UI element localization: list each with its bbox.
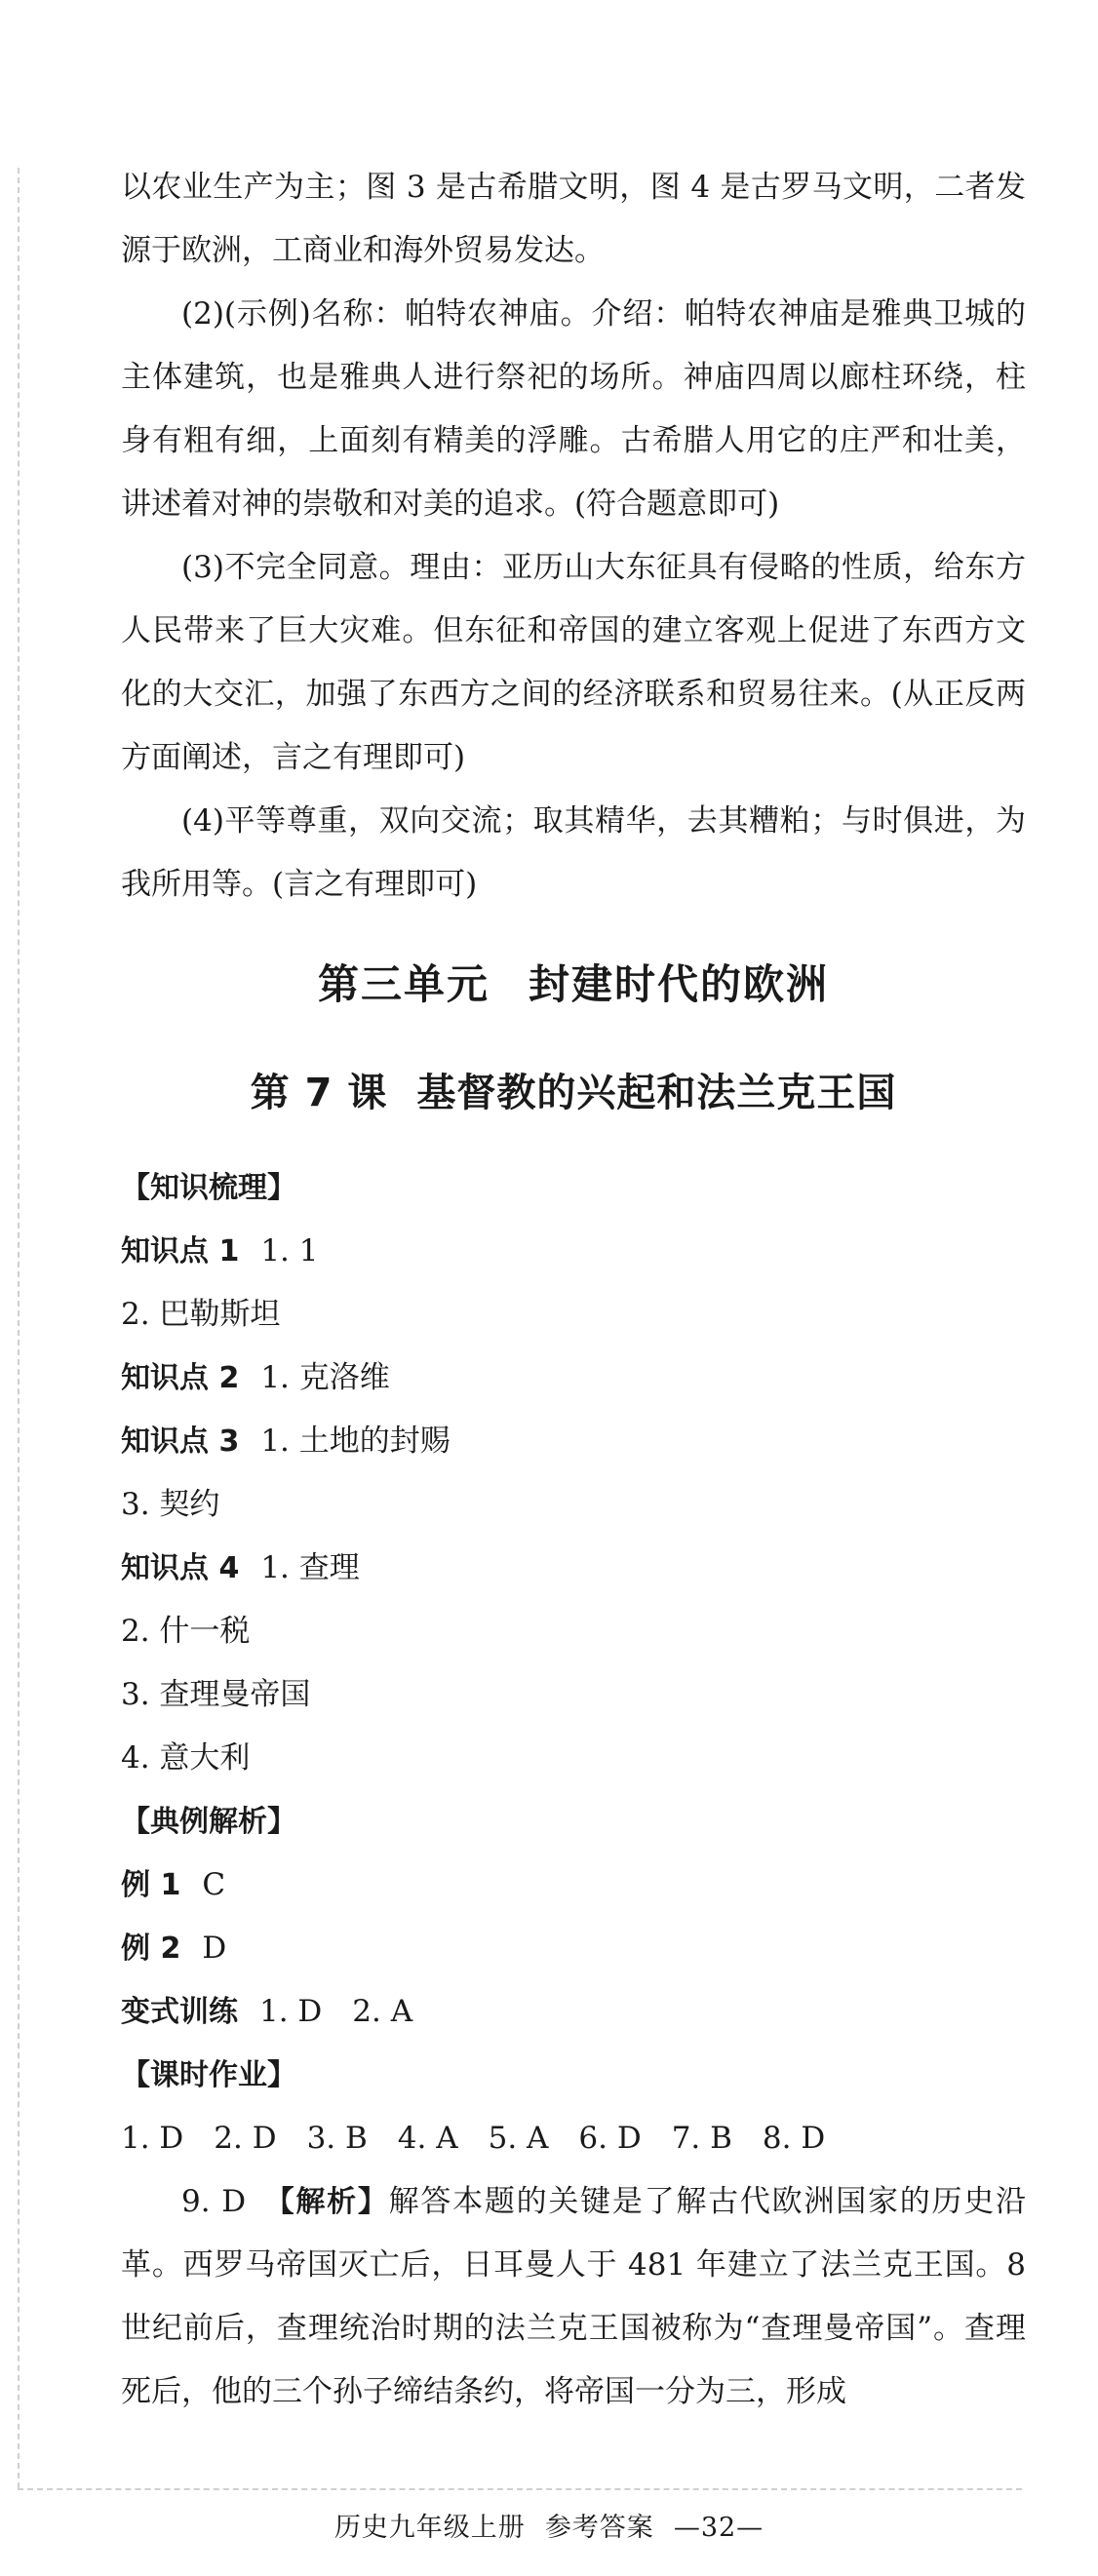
page-footer: [0, 2506, 1098, 2544]
example-answer: 1. D 2. A: [259, 1994, 413, 2029]
knowledge-answer: 2. 什一税: [121, 1614, 251, 1649]
binding-line: [18, 168, 20, 2488]
analysis-tag: 【解析】: [279, 2185, 389, 2219]
knowledge-point-label: 知识点 3: [121, 1425, 240, 1459]
example-list: [121, 1854, 1026, 2044]
knowledge-answer: 1. 土地的封赐: [260, 1424, 451, 1459]
knowledge-answer: 4. 意大利: [121, 1740, 251, 1776]
homework-answers: 1. D 2. D 3. B 4. A 5. A 6. D 7. B 8. D: [121, 2121, 826, 2156]
answer-paragraph: (2)(示例)名称：帕特农神庙。介绍：帕特农神庙是雅典卫城的主体建筑，也是雅典人进行祭祀的场所。神庙四周以廊柱环绕，柱身有粗有细，上面刻有精美的浮雕。古希腊人用它的庄严和壮美，讲述着对神的崇敬和对美的追求。(符合题意即可): [121, 296, 1026, 522]
q9-analysis-text: 解答本题的关键是了解古代欧洲国家的历史沿革。西罗马帝国灭亡后，日耳曼人于 481 年建立了法兰克王国。8 世纪前后，查理统治时期的法兰克王国被称为“查理曼帝国”。查理死后，他的三个孙子缔结条约，将帝国一分为三，形成: [121, 2184, 1026, 2409]
q9-analysis: [121, 2170, 1026, 2424]
knowledge-line: [121, 1410, 1026, 1473]
unit-name: 封建时代的欧洲: [529, 960, 830, 1008]
answer-paragraph: (3)不完全同意。理由：亚历山大东征具有侵略的性质，给东方人民带来了巨大灾难。但东征和帝国的建立客观上促进了东西方文化的大交汇，加强了东西方之间的经济联系和贸易往来。(从正反两方面阐述，言之有理即可): [121, 550, 1026, 775]
knowledge-answer: 3. 契约: [121, 1487, 220, 1522]
answer-content: [121, 156, 1026, 2424]
knowledge-line: [121, 1283, 1026, 1347]
knowledge-answer: 3. 查理曼帝国: [121, 1677, 311, 1712]
knowledge-answer: 1. 查理: [260, 1550, 360, 1585]
example-label: 变式训练: [121, 1995, 238, 2029]
example-line: [121, 1917, 1026, 1980]
example-answer: C: [202, 1867, 226, 1902]
knowledge-point-label: 知识点 4: [121, 1551, 240, 1585]
section-heading-examples: 【典例解析】: [121, 1805, 296, 1839]
knowledge-answer: 1. 克洛维: [260, 1360, 390, 1395]
knowledge-line: [121, 1727, 1026, 1790]
example-label: 例 1: [121, 1868, 181, 1902]
answer-paragraph: 以农业生产为主；图 3 是古希腊文明，图 4 是古罗马文明，二者发源于欧洲，工商业和海外贸易发达。: [121, 170, 1027, 268]
knowledge-line: [121, 1473, 1026, 1537]
lesson-title: [121, 1059, 1026, 1127]
knowledge-line: [121, 1220, 1026, 1283]
q9-answer: 9. D: [181, 2184, 247, 2219]
example-line: [121, 1854, 1026, 1917]
knowledge-line: [121, 1663, 1026, 1727]
bottom-dashed-rule: [18, 2488, 1022, 2490]
footer-book: 历史九年级上册: [333, 2513, 526, 2543]
unit-title: [121, 950, 1026, 1020]
knowledge-line: [121, 1347, 1026, 1410]
knowledge-line: [121, 1537, 1026, 1600]
knowledge-line: [121, 1600, 1026, 1663]
footer-section: 参考答案: [544, 2513, 654, 2543]
knowledge-answer: 1. 1: [260, 1233, 319, 1268]
section-heading-homework: 【课时作业】: [121, 2058, 296, 2092]
example-line: [121, 1980, 1026, 2044]
knowledge-list: [121, 1220, 1026, 1790]
unit-number: 第三单元: [317, 960, 490, 1008]
knowledge-point-label: 知识点 2: [121, 1361, 240, 1395]
knowledge-answer: 2. 巴勒斯坦: [121, 1297, 281, 1332]
knowledge-point-label: 知识点 1: [121, 1234, 240, 1268]
page-number: —32—: [673, 2513, 765, 2543]
example-answer: D: [202, 1931, 227, 1966]
section-heading-knowledge: 【知识梳理】: [121, 1171, 296, 1205]
example-label: 例 2: [121, 1932, 181, 1966]
lesson-number: 第 7 课: [250, 1071, 388, 1115]
lesson-name: 基督教的兴起和法兰克王国: [416, 1071, 897, 1115]
answer-paragraph: (4)平等尊重，双向交流；取其精华，去其糟粕；与时俱进，为我所用等。(言之有理即可): [121, 803, 1026, 902]
